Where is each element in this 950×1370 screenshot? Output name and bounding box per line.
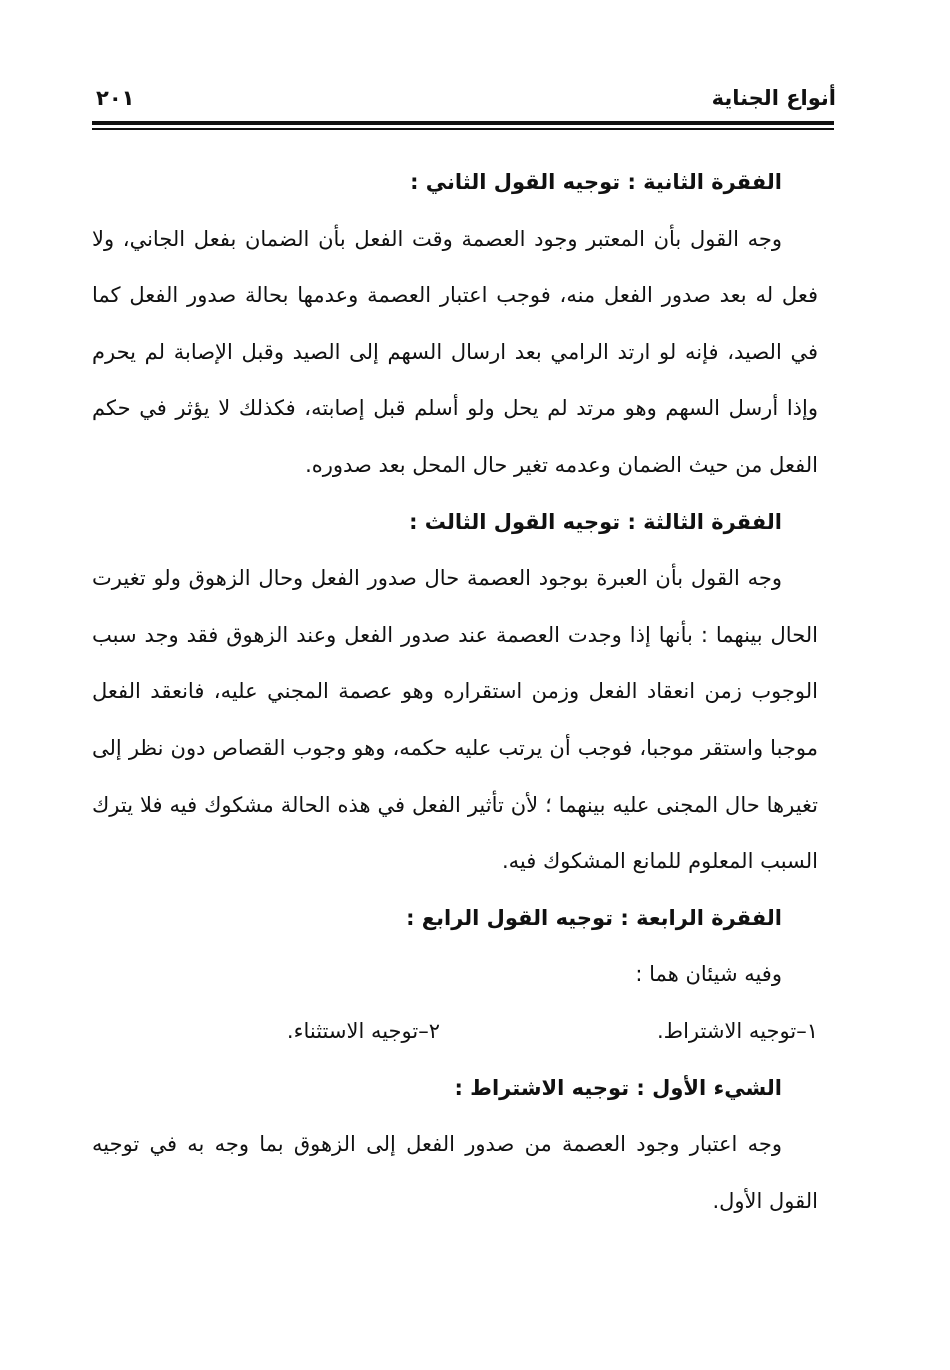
header-rule-thin	[92, 128, 834, 130]
running-title: أنواع الجناية	[711, 86, 836, 110]
section-heading-2: الفقرة الثانية : توجيه القول الثاني :	[410, 170, 782, 194]
list-item-1: ١–توجيه الاشتراط.	[657, 1018, 818, 1043]
page-number: ٢٠١	[96, 86, 135, 110]
section-heading-5: الشيء الأول : توجيه الاشتراط :	[454, 1075, 782, 1100]
paragraph-5: وجه اعتبار وجود العصمة من صدور الفعل إلى الزهوق بما وجه به في توجيه القول الأول.	[92, 1132, 818, 1213]
body-text	[92, 154, 818, 1229]
section-heading-3: الفقرة الثالثة : توجيه القول الثالث :	[409, 509, 782, 534]
item-list	[92, 1003, 818, 1060]
paragraph-4-intro: وفيه شيئان هما :	[635, 962, 782, 987]
paragraph-2: وجه القول بأن المعتبر وجود العصمة وقت الفعل بأن الضمان بفعل الجاني، ولا فعل له بعد صدور الفعل منه، فوجب اعتبار العصمة وعدمها بحالة صدور الفعل كما في الصيد، فإنه لو ارتد الرامي بعد ارسال السهم إلى الصيد وقبل الإصابة لم يحرم وإذا أرسل السهم وهو مرتد لم يحل ولو أسلم قبل إصابته، فكذلك لا يؤثر في حكم الفعل من حيث الضمان وعدمه تغير حال المحل بعد صدوره.	[92, 226, 818, 477]
list-item-2: ٢–توجيه الاستثناء.	[286, 1018, 440, 1043]
paragraph-3: وجه القول بأن العبرة بوجود العصمة حال صدور الفعل وحال الزهوق ولو تغيرت الحال بينهما : بأنها إذا وجدت العصمة عند صدور الفعل وعند الزهوق فقد وجد سبب الوجوب زمن انعقاد الفعل وزمن استقراره وهو عصمة المجني عليه، فانعقد الفعل موجبا واستقر موجبا، فوجب أن يرتب عليه حكمه، وهو وجوب القصاص دون نظر إلى تغيرها حال المجنى عليه بينهما ؛ لأن تأثير الفعل في هذه الحالة مشكوك فيه فلا يترك السبب المعلوم للمانع المشكوك فيه.	[92, 566, 818, 874]
header-rule-thick	[92, 121, 834, 125]
section-heading-4: الفقرة الرابعة : توجيه القول الرابع :	[406, 905, 782, 930]
